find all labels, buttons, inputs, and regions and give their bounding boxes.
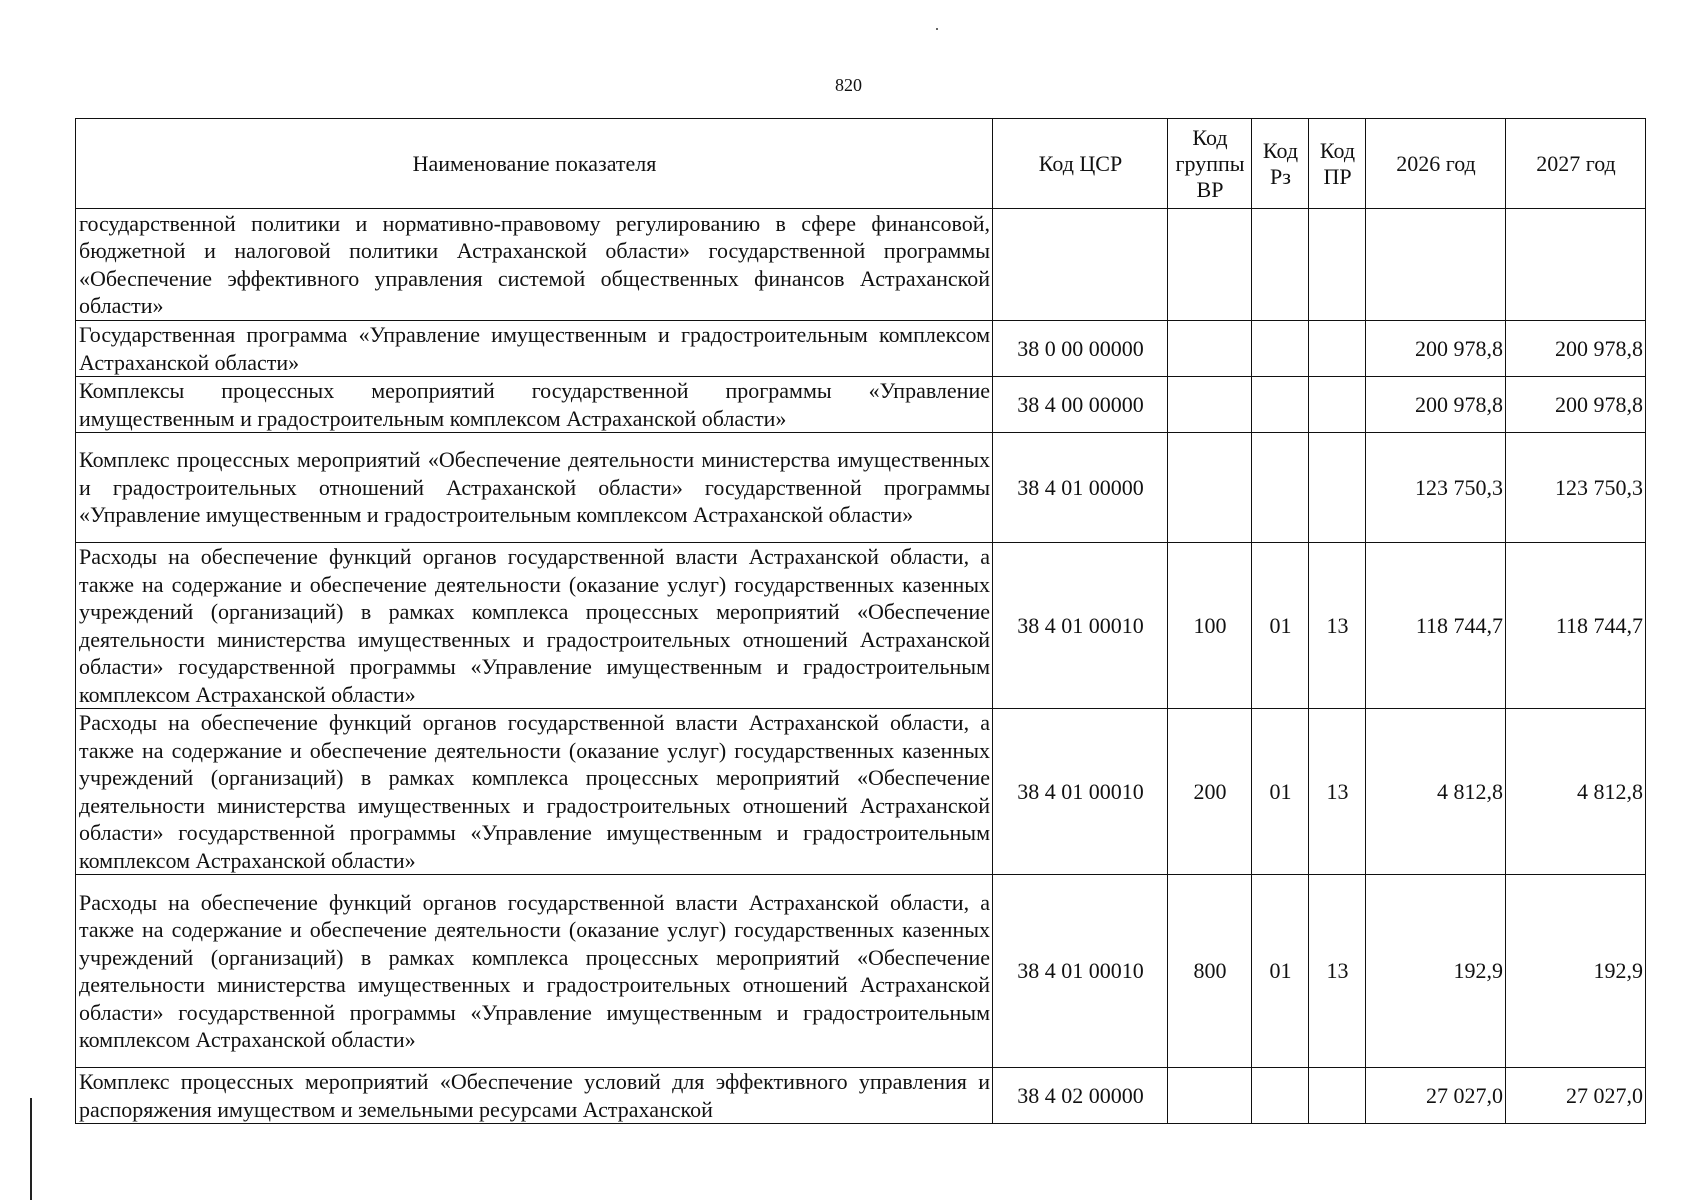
row-pr [1309,1068,1366,1124]
row-name: Расходы на обеспечение функций органов государственной власти Астраханской области, а также на содержание и обеспечение деятельности (оказание услуг) государственных казенных учреждений (организаций) в рамках комплекса процессных мероприятий «Обеспечение деятельности министерства имущественных и градостроительных отношений Астраханской области» государственной программы «Управление имущественным и градостроительным комплексом Астраханской области» [76,875,993,1068]
row-csr: 38 4 01 00010 [993,543,1168,709]
row-csr: 38 4 00 00000 [993,377,1168,433]
header-row [76,119,1646,209]
scan-speck [936,28,938,30]
row-rz [1252,321,1309,377]
row-vr: 800 [1168,875,1252,1068]
row-csr: 38 4 01 00010 [993,875,1168,1068]
row-2027: 4 812,8 [1506,709,1646,875]
row-csr: 38 4 02 00000 [993,1068,1168,1124]
row-vr [1168,377,1252,433]
row-vr: 100 [1168,543,1252,709]
row-2027: 192,9 [1506,875,1646,1068]
row-name: Расходы на обеспечение функций органов государственной власти Астраханской области, а также на содержание и обеспечение деятельности (оказание услуг) государственных казенных учреждений (организаций) в рамках комплекса процессных мероприятий «Обеспечение деятельности министерства имущественных и градостроительных отношений Астраханской области» государственной программы «Управление имущественным и градостроительным комплексом Астраханской области» [76,543,993,709]
table-row [76,709,1646,875]
row-2026 [1366,209,1506,321]
row-rz [1252,209,1309,321]
row-2027: 200 978,8 [1506,321,1646,377]
row-pr: 13 [1309,709,1366,875]
row-pr: 13 [1309,543,1366,709]
table-row [76,377,1646,433]
budget-table [75,118,1646,1124]
binding-margin-line [30,1098,32,1200]
row-2026: 4 812,8 [1366,709,1506,875]
header-2026: 2026 год [1366,119,1506,209]
row-name: Комплекс процессных мероприятий «Обеспечение условий для эффективного управления и распоряжения имуществом и земельными ресурсами Астраханской [76,1068,993,1124]
row-csr: 38 4 01 00000 [993,433,1168,543]
row-vr: 200 [1168,709,1252,875]
row-pr [1309,321,1366,377]
row-pr [1309,209,1366,321]
row-vr [1168,321,1252,377]
header-vr: Код группы ВР [1168,119,1252,209]
row-csr [993,209,1168,321]
row-vr [1168,209,1252,321]
table-row [76,321,1646,377]
row-rz [1252,1068,1309,1124]
page-number: 820 [835,75,862,95]
table-header [76,119,1646,209]
table-row [76,433,1646,543]
table-row [76,875,1646,1068]
row-2026: 200 978,8 [1366,321,1506,377]
row-name: Государственная программа «Управление имущественным и градостроительным комплексом Астраханской области» [76,321,993,377]
row-rz [1252,433,1309,543]
row-2026: 118 744,7 [1366,543,1506,709]
header-csr: Код ЦСР [993,119,1168,209]
row-2027 [1506,209,1646,321]
row-name: Расходы на обеспечение функций органов государственной власти Астраханской области, а также на содержание и обеспечение деятельности (оказание услуг) государственных казенных учреждений (организаций) в рамках комплекса процессных мероприятий «Обеспечение деятельности министерства имущественных и градостроительных отношений Астраханской области» государственной программы «Управление имущественным и градостроительным комплексом Астраханской области» [76,709,993,875]
row-2027: 118 744,7 [1506,543,1646,709]
header-pr: Код ПР [1309,119,1366,209]
header-name: Наименование показателя [76,119,993,209]
header-2027: 2027 год [1506,119,1646,209]
row-rz: 01 [1252,709,1309,875]
row-csr: 38 4 01 00010 [993,709,1168,875]
table-row [76,543,1646,709]
row-2027: 200 978,8 [1506,377,1646,433]
row-pr [1309,433,1366,543]
table-row [76,1068,1646,1124]
row-2026: 123 750,3 [1366,433,1506,543]
row-vr [1168,1068,1252,1124]
row-2026: 200 978,8 [1366,377,1506,433]
row-pr [1309,377,1366,433]
row-pr: 13 [1309,875,1366,1068]
row-2026: 27 027,0 [1366,1068,1506,1124]
table-row [76,209,1646,321]
row-name: Комплексы процессных мероприятий государственной программы «Управление имущественным и градостроительным комплексом Астраханской области» [76,377,993,433]
row-2027: 27 027,0 [1506,1068,1646,1124]
row-csr: 38 0 00 00000 [993,321,1168,377]
row-2027: 123 750,3 [1506,433,1646,543]
row-name: государственной политики и нормативно-правовому регулированию в сфере финансовой, бюджетной и налоговой политики Астраханской области» государственной программы «Обеспечение эффективного управления системой общественных финансов Астраханской области» [76,209,993,321]
header-rz: Код Рз [1252,119,1309,209]
table-body [76,209,1646,1124]
row-2026: 192,9 [1366,875,1506,1068]
row-rz: 01 [1252,543,1309,709]
row-name: Комплекс процессных мероприятий «Обеспечение деятельности министерства имущественных и градостроительных отношений Астраханской области» государственной программы «Управление имущественным и градостроительным комплексом Астраханской области» [76,433,993,543]
row-vr [1168,433,1252,543]
row-rz [1252,377,1309,433]
row-rz: 01 [1252,875,1309,1068]
